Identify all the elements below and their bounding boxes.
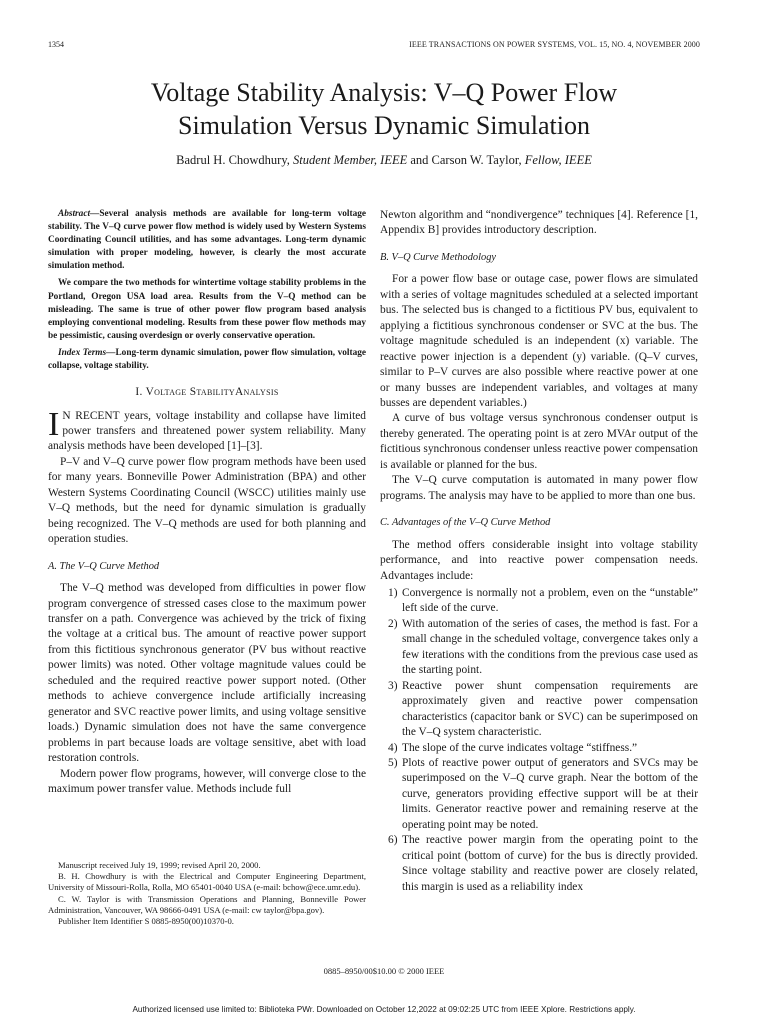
- list-item: [380, 756, 698, 833]
- subsection-a-paragraph-1: The V–Q method was developed from difficulties in power flow program convergence of stressed cases close to the maximum power transfer on a path. Convergence was achieved by the trick of fixing the voltage at a critical bus. The amount of reactive power support from this fictitious synchronous generator (PV bus without reactive power limits) was noted. Other voltage magnitude values could be scheduled and the required reactive power support noted. (Other methods to achieve convergence include artificially increasing generator and SVC reactive power limits, and using voltage sensitive loads.) Dynamic simulation does not have the same convergence problems in part because loads are voltage sensitive, abet with load restoration controls.: [48, 582, 366, 765]
- author-1: Badrul H. Chowdhury,: [176, 153, 290, 167]
- author-2-role: Fellow, IEEE: [524, 153, 592, 167]
- abstract-label: Abstract—: [58, 209, 100, 219]
- abstract-paragraph-1: Several analysis methods are available for long-term voltage stability. The V–Q curve power flow method is widely used by Western Systems Coordinating Council utilities, and has some advantages. Long-term dynamic simulation with proper modeling, however, is clearly the most accurate simulation method.: [48, 209, 366, 272]
- abstract-paragraph-2: We compare the two methods for wintertime voltage stability problems in the Portland, Oregon USA load area. Results from the V–Q method can be misleading. The same is true of other power flow program based analysis employing conventional modeling. Results from these power flow methods may be pessimistic, causing overdesign or overly conservative operation.: [48, 278, 366, 341]
- footnote-received: Manuscript received July 19, 1999; revised April 20, 2000.: [58, 860, 261, 870]
- subsection-c-paragraph-1: The method offers considerable insight into voltage stability performance, and into reactive power compensation needs. Advantages include:: [380, 538, 698, 582]
- list-item-number: 3): [388, 679, 398, 692]
- subsection-a-paragraph-2: Modern power flow programs, however, will converge close to the maximum power transfer value. Methods include full: [48, 767, 366, 795]
- author-1-role: Student Member, IEEE: [293, 153, 408, 167]
- section-1: [48, 385, 366, 797]
- list-item-text: The reactive power margin from the operating point to the critical point (bottom of curve) for the bus is directly provided. Since voltage stability and reactive power are closely related, this margin is used as a reliability index: [402, 834, 698, 893]
- right-column: [380, 208, 698, 895]
- list-item-number: 5): [388, 756, 398, 769]
- right-column-intro: Newton algorithm and “nondivergence” techniques [4]. Reference [1, Appendix B] provides introductory description.: [380, 209, 698, 237]
- list-item-text: The slope of the curve indicates voltage “stiffness.”: [402, 741, 638, 754]
- left-column: [48, 208, 366, 797]
- author-conjunction: and: [410, 153, 429, 167]
- list-item: [380, 833, 698, 895]
- footnote-author-1: B. H. Chowdhury is with the Electrical and Computer Engineering Department, University of Missouri-Rolla, Rolla, MO 65401-0040 USA (e-mail: bchow@ece.umr.edu).: [48, 871, 366, 893]
- list-item-number: 4): [388, 741, 398, 754]
- list-item-text: Plots of reactive power output of generators and SVCs may be superimposed on the V–Q curve graph. Near the bottom of the curve, generators providing effective support will be at their limits. Generator reactive power and remaining reserve at the operating point may be noted.: [402, 756, 698, 831]
- author-line: [40, 153, 728, 168]
- list-item: [380, 617, 698, 679]
- page-number: 1354: [48, 40, 64, 49]
- author-2: Carson W. Taylor,: [431, 153, 522, 167]
- list-item: [380, 741, 698, 756]
- license-notice: Authorized licensed use limited to: Biblioteka PWr. Downloaded on October 12,2022 at 09:02:25 UTC from IEEE Xplore. Restrictions apply.: [132, 1005, 636, 1014]
- title-line-1: Voltage Stability Analysis: V–Q Power Flow: [150, 78, 618, 107]
- list-item: [380, 679, 698, 741]
- list-item-number: 1): [388, 586, 398, 599]
- abstract: [48, 208, 366, 373]
- index-terms-text: Long-term dynamic simulation, power flow simulation, voltage collapse, voltage stability.: [48, 347, 366, 372]
- list-item-text: With automation of the series of cases, the method is fast. For a small change in the scheduled voltage, convergence takes only a few iterations with the conditions from the previous case used as the starting point.: [402, 617, 698, 677]
- subsection-c-heading: C. Advantages of the V–Q Curve Method: [380, 517, 551, 529]
- subsection-b-paragraph-3: The V–Q curve computation is automated in many power flow programs. The analysis may have to be applied to more than one bus.: [380, 474, 698, 502]
- paper-title: [40, 76, 728, 142]
- drop-cap: I: [48, 405, 60, 443]
- footnotes: [48, 860, 366, 927]
- subsection-b-paragraph-2: A curve of bus voltage versus synchronous condenser output is thereby generated. The operating point is at zero MVAr output of the fictitious synchronous condenser unless reactive power compensation is available or planned for the bus.: [380, 412, 698, 471]
- list-item-text: Convergence is normally not a problem, even on the “unstable” left side of the curve.: [402, 586, 698, 615]
- list-item-number: 2): [388, 617, 398, 630]
- section-1-heading: I. Voltage StabilityAnalysis: [135, 386, 279, 399]
- subsection-a-heading: A. The V–Q Curve Method: [48, 560, 160, 572]
- index-terms-label: Index Terms—: [58, 347, 116, 358]
- advantages-list: [380, 586, 698, 895]
- subsection-b-heading: B. V–Q Curve Methodology: [380, 251, 497, 263]
- copyright-line: 0885–8950/00$10.00 © 2000 IEEE: [323, 966, 445, 976]
- footnote-author-2: C. W. Taylor is with Transmission Operations and Planning, Bonneville Power Administration, Vancouver, WA 98666-0491 USA (e-mail: cw taylor@bpa.gov).: [48, 893, 366, 915]
- subsection-b-paragraph-1: For a power flow base or outage case, power flows are simulated with a series of voltage magnitudes scheduled at a selected important bus. The selected bus is changed to a fictitious PV bus, equivalent to applying a fictitious synchronous condenser or SVC at the bus. The voltage magnitude scheduled is an independent (x) variable. The reactive power injection is a dependent (y) variable. (Q–V curves, similar to P–V curves are also possible where reactive power at one or many busses are independent variables, and voltages at many busses are dependent variables.): [380, 273, 698, 409]
- title-line-2: Simulation Versus Dynamic Simulation: [178, 111, 590, 140]
- section-1-paragraph-1: N RECENT years, voltage instability and collapse have limited power transfers and threatened power system reliability. Many analysis methods have been developed [1]–[3].: [48, 409, 366, 453]
- list-item: [380, 586, 698, 617]
- section-1-paragraph-2: P–V and V–Q curve power flow program methods have been used for many years. Bonneville Power Administration (BPA) and other Western Systems Coordinating Council (WSCC) utilities mainly use V–Q methods, but the need for dynamic simulation is gradually being recognized. The V–Q methods are used for both planning and operation studies.: [48, 455, 366, 546]
- journal-header: IEEE TRANSACTIONS ON POWER SYSTEMS, VOL. 15, NO. 4, NOVEMBER 2000: [409, 40, 700, 49]
- list-item-number: 6): [388, 834, 398, 847]
- list-item-text: Reactive power shunt compensation requirements are approximately given and reactive power compensation characteristics (capacitor bank or SVC) can be superimposed on the V–Q system characteristic.: [402, 679, 698, 739]
- footnote-identifier: Publisher Item Identifier S 0885-8950(00)10370-0.: [58, 916, 234, 927]
